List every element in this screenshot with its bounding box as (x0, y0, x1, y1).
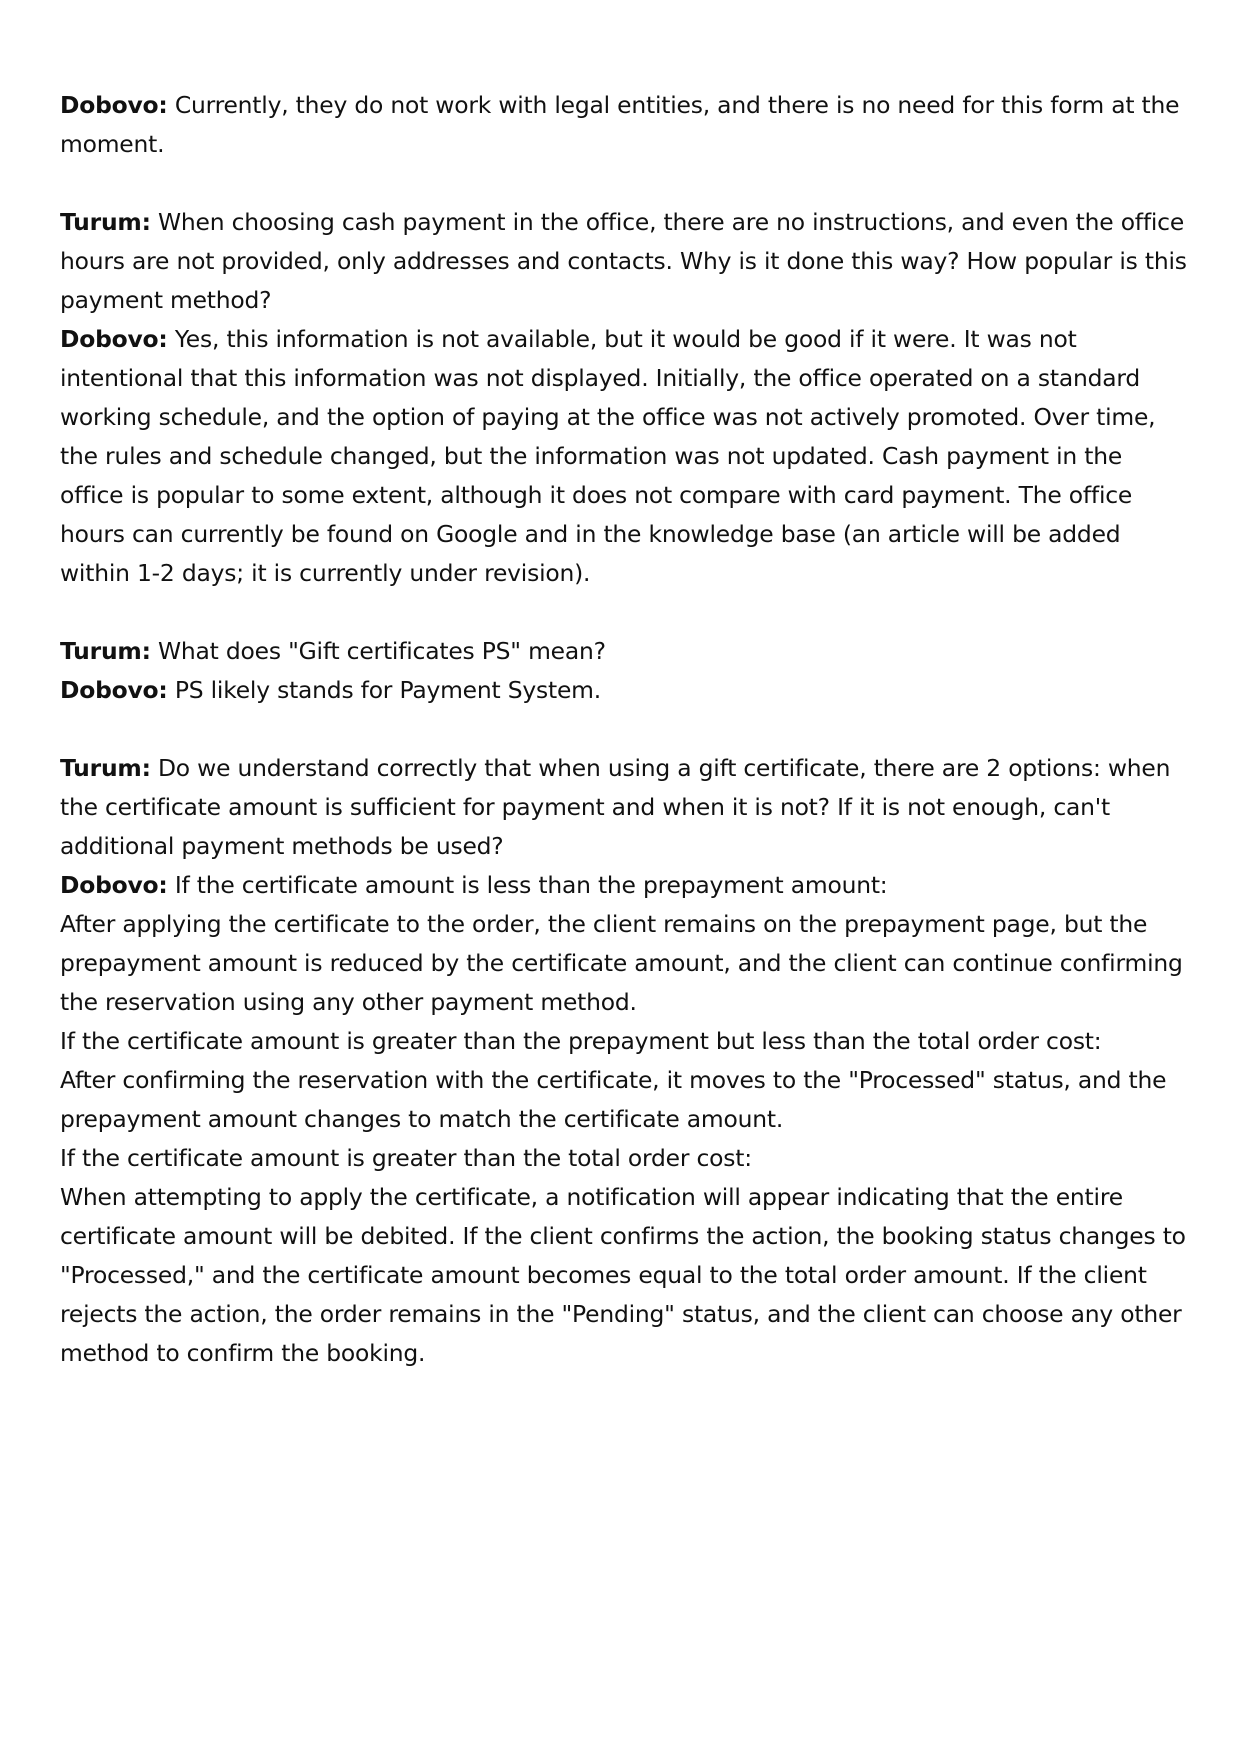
paragraph-text: When choosing cash payment in the office, there are no instructions, and even the office hours are not provided, only addresses and contacts. Why is it done this way? How popular is this payment method? (60, 208, 1187, 314)
speaker-label: Dobovo: (60, 325, 168, 353)
speaker-label: Dobovo: (60, 91, 168, 119)
speaker-label: Dobovo: (60, 676, 168, 704)
answer-continuation (60, 1061, 1190, 1139)
qa-block-gift-certificate-options (60, 749, 1190, 1373)
answer-paragraph (60, 320, 1190, 593)
answer-condition (60, 1139, 1190, 1178)
paragraph-text: Currently, they do not work with legal entities, and there is no need for this form at the moment. (60, 91, 1180, 158)
qa-block-gift-certificates-ps (60, 632, 1190, 710)
qa-block-legal-entities (60, 86, 1190, 164)
speaker-label: Dobovo: (60, 871, 168, 899)
answer-continuation (60, 905, 1190, 1022)
paragraph-text: After applying the certificate to the order, the client remains on the prepayment page, but the prepayment amount is reduced by the certificate amount, and the client can continue confirming the reservation using any other payment method. (60, 910, 1183, 1016)
paragraph-text: If the certificate amount is less than the prepayment amount: (167, 871, 888, 899)
paragraph-text: After confirming the reservation with the certificate, it moves to the "Processed" status, and the prepayment amount changes to match the certificate amount. (60, 1066, 1167, 1133)
paragraph-text: If the certificate amount is greater than the prepayment but less than the total order cost: (60, 1027, 1102, 1055)
paragraph-text: PS likely stands for Payment System. (167, 676, 601, 704)
paragraph-text: Do we understand correctly that when using a gift certificate, there are 2 options: when the certificate amount is sufficient for payment and when it is not? If it is not enough, can't additional payment methods be used? (60, 754, 1171, 860)
speaker-label: Turum: (60, 637, 151, 665)
answer-continuation (60, 1178, 1190, 1373)
paragraph-text: What does "Gift certificates PS" mean? (150, 637, 606, 665)
answer-paragraph (60, 671, 1190, 710)
paragraph-text: When attempting to apply the certificate, a notification will appear indicating that the entire certificate amount will be debited. If the client confirms the action, the booking status changes to "Processed," and the certificate amount becomes equal to the total order amount. If the client rejects the action, the order remains in the "Pending" status, and the client can choose any other method to confirm the booking. (60, 1183, 1186, 1367)
paragraph-text: Yes, this information is not available, but it would be good if it were. It was not intentional that this information was not displayed. Initially, the office operated on a standard working schedule, and the option of paying at the office was not actively promoted. Over time, the rules and schedule changed, but the information was not updated. Cash payment in the office is popular to some extent, although it does not compare with card payment. The office hours can currently be found on Google and in the knowledge base (an article will be added within 1-2 days; it is currently under revision). (60, 325, 1156, 587)
speaker-label: Turum: (60, 754, 151, 782)
qa-block-cash-payment (60, 203, 1190, 593)
paragraph-text: If the certificate amount is greater than the total order cost: (60, 1144, 752, 1172)
speaker-label: Turum: (60, 208, 151, 236)
answer-condition (60, 1022, 1190, 1061)
question-paragraph (60, 632, 1190, 671)
answer-paragraph (60, 86, 1190, 164)
answer-paragraph (60, 866, 1190, 905)
question-paragraph (60, 749, 1190, 866)
document-page (60, 86, 1190, 1412)
question-paragraph (60, 203, 1190, 320)
